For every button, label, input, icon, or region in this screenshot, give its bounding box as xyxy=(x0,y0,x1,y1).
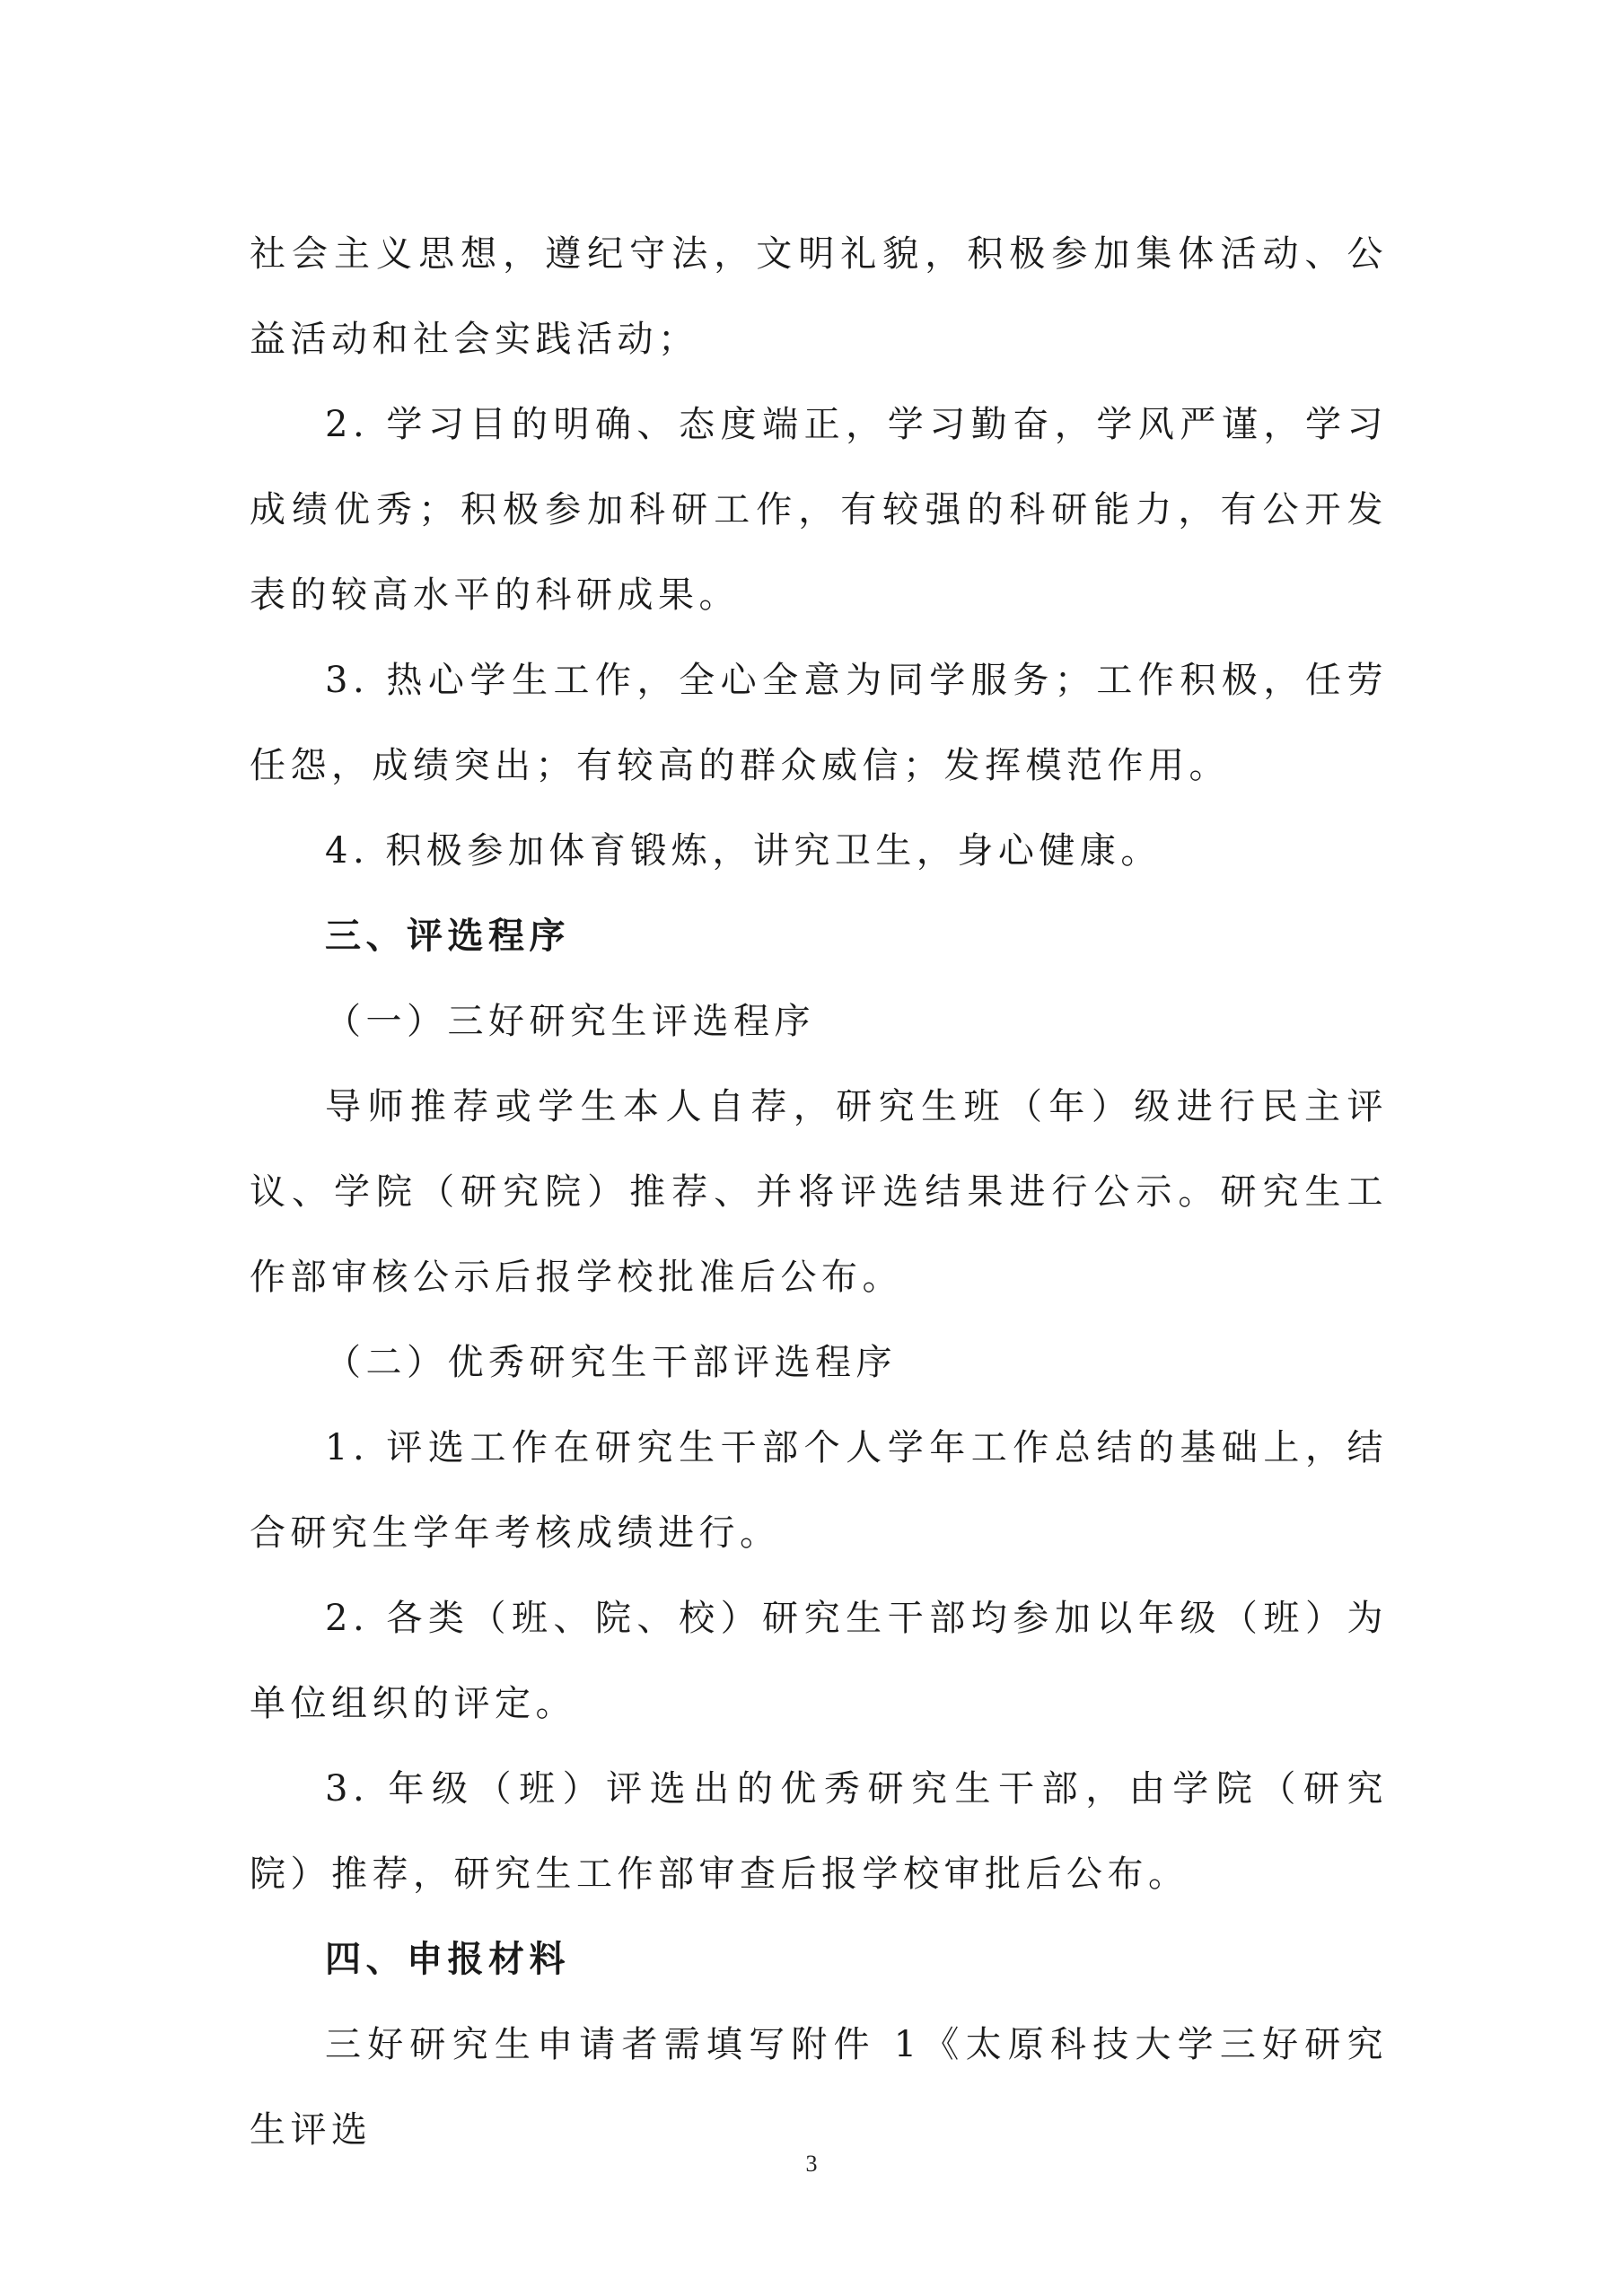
paragraph-cadre-item-1: 1. 评选工作在研究生干部个人学年工作总结的基础上，结合研究生学年考核成绩进行。 xyxy=(250,1427,1388,1554)
page-number: 3 xyxy=(805,2151,818,2177)
section-heading-selection-procedure: 三、评选程序 xyxy=(325,916,570,957)
subsection-heading-three-good: （一）三好研究生评选程序 xyxy=(325,1001,815,1042)
paragraph-item-4-health: 4. 积极参加体育锻炼，讲究卫生，身心健康。 xyxy=(325,830,1162,872)
subsection-heading-cadre: （二）优秀研究生干部评选程序 xyxy=(325,1342,897,1383)
paragraph-cadre-item-3: 3. 年级（班）评选出的优秀研究生干部，由学院（研究院）推荐，研究生工作部审查后报学校审批后公布。 xyxy=(250,1768,1388,1895)
document-body xyxy=(250,212,1388,2173)
paragraph-item-2-study: 2. 学习目的明确、态度端正，学习勤奋，学风严谨，学习成绩优秀；积极参加科研工作，有较强的科研能力，有公开发表的较高水平的科研成果。 xyxy=(250,404,1388,616)
paragraph-three-good-procedure: 导师推荐或学生本人自荐，研究生班（年）级进行民主评议、学院（研究院）推荐、并将评选结果进行公示。研究生工作部审核公示后报学校批准后公布。 xyxy=(250,1086,1388,1298)
paragraph-continuation: 社会主义思想，遵纪守法，文明礼貌，积极参加集体活动、公益活动和社会实践活动； xyxy=(250,233,1388,360)
paragraph-item-3-service: 3. 热心学生工作，全心全意为同学服务；工作积极，任劳任怨，成绩突出；有较高的群众威信；发挥模范作用。 xyxy=(250,660,1388,786)
section-heading-application-materials: 四、申报材料 xyxy=(325,1939,570,1980)
paragraph-cadre-item-2: 2. 各类（班、院、校）研究生干部均参加以年级（班）为单位组织的评定。 xyxy=(250,1598,1388,1724)
paragraph-application-materials: 三好研究生申请者需填写附件 1《太原科技大学三好研究生评选 xyxy=(250,2024,1388,2151)
